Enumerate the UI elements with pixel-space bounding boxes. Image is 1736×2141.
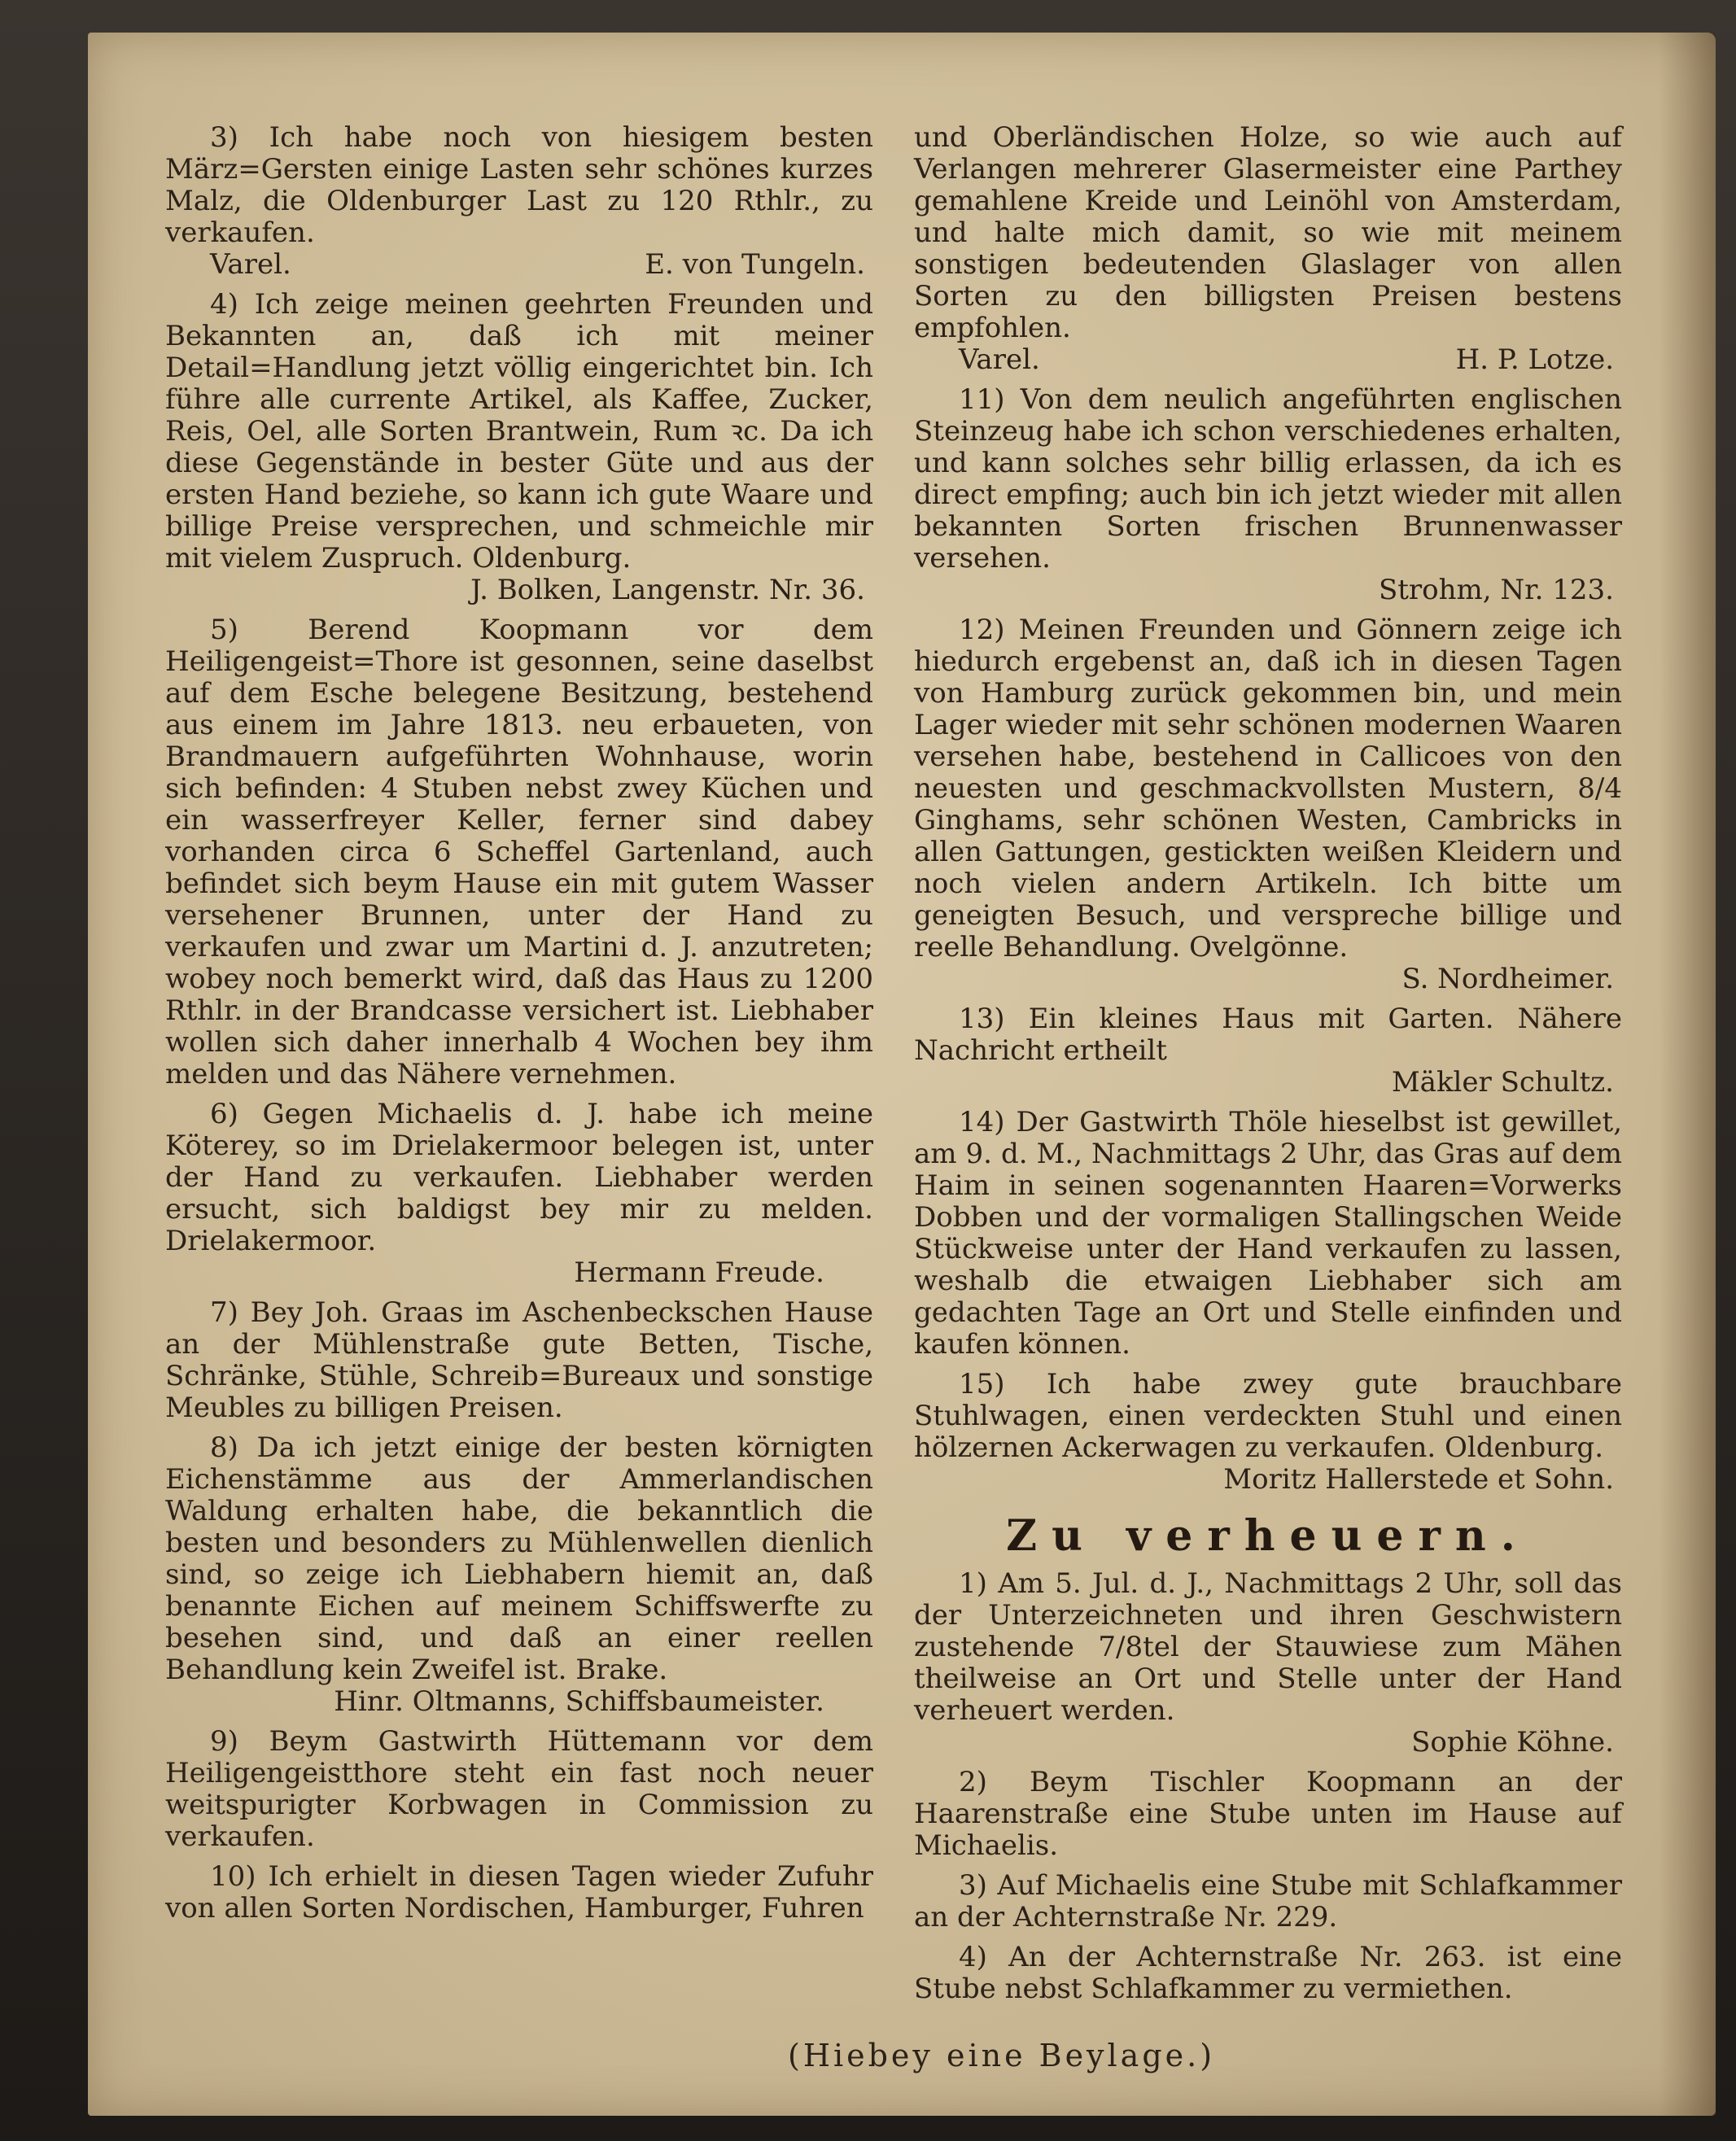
ad-signature: Strohm, Nr. 123. [1378, 574, 1614, 606]
ad-signature-line [165, 1686, 873, 1718]
ad-text: 15) Ich habe zwey gute brauchbare Stuhlwagen, einen verdeckten Stuhl und einen hölzernen Ackerwagen zu verkaufen. Oldenburg. [914, 1368, 1622, 1464]
page-edge-shadow [1659, 33, 1716, 2116]
ad-signature: Mäkler Schultz. [1391, 1066, 1614, 1099]
left-column [165, 122, 873, 1933]
right-column [914, 122, 1622, 2013]
ad-text: 3) Ich habe noch von hiesigem besten März=Gersten einige Lasten sehr schönes kurzes Malz, die Oldenburger Last zu 120 Rthlr., zu verkaufen. [165, 121, 873, 249]
ad-place: Varel. [959, 343, 1040, 376]
ad-signature: Hermann Freude. [574, 1256, 824, 1289]
ad-15 [914, 1369, 1622, 1496]
footer-note: (Hiebey eine Beylage.) [788, 2038, 1216, 2073]
ad-text: 13) Ein kleines Haus mit Garten. Nähere Nachricht ertheilt [914, 1003, 1622, 1067]
ad-8 [165, 1432, 873, 1718]
ad-11 [914, 384, 1622, 606]
rent-ad-3 [914, 1870, 1622, 1933]
ad-signature: E. von Tungeln. [645, 248, 865, 281]
ad-text: 8) Da ich jetzt einige der besten körnigten Eichenstämme aus der Ammerlandischen Waldung erhalten habe, die bekanntlich die besten und besonders zu Mühlenwellen dienlich sind, so zeige ich Liebhabern hiemit an, daß benannte Eichen auf meinem Schiffswerfte zu besehen sind, und daß an einer reellen Behandlung kein Zweifel ist. Brake. [165, 1431, 873, 1686]
ad-text: 2) Beym Tischler Koopmann an der Haarenstraße eine Stube unten im Hause auf Michaelis. [914, 1766, 1622, 1862]
ad-text: 10) Ich erhielt in diesen Tagen wieder Zufuhr von allen Sorten Nordischen, Hamburger, Fuhren [165, 1860, 873, 1925]
newspaper-page [88, 33, 1716, 2116]
ad-text: 11) Von dem neulich angeführten englischen Steinzeug habe ich schon verschiedenes erhalten, und kann solches sehr billig erlassen, da ich es direct empfing; auch bin ich jetzt wieder mit allen bekannten Sorten frischen Brunnenwasser versehen. [914, 383, 1622, 575]
ad-text: 14) Der Gastwirth Thöle hieselbst ist gewillet, am 9. d. M., Nachmittags 2 Uhr, das Gras auf dem Haim in seinen sogenannten Haaren=Vorwerks Dobben und der vormaligen Stallingschen Weide Stückweise unter der Hand verkaufen zu lassen, weshalb die etwaigen Liebhaber sich am gedachten Tage an Ort und Stelle einfinden und kaufen können. [914, 1106, 1622, 1361]
rent-ad-1 [914, 1568, 1622, 1759]
ad-signature: H. P. Lotze. [1455, 343, 1614, 376]
ad-text: 4) An der Achternstraße Nr. 263. ist eine Stube nebst Schlafkammer zu vermiethen. [914, 1941, 1622, 2005]
ad-signature-line [914, 1464, 1622, 1496]
ad-4 [165, 289, 873, 606]
rent-ad-4 [914, 1942, 1622, 2005]
ad-3 [165, 122, 873, 281]
ad-signature-line [914, 1727, 1622, 1759]
ad-text: 6) Gegen Michaelis d. J. habe ich meine Köterey, so im Drielakermoor belegen ist, unter der Hand zu verkaufen. Liebhaber werden ersucht, sich baldigst bey mir zu melden. Drielakermoor. [165, 1098, 873, 1257]
ad-text: 4) Ich zeige meinen geehrten Freunden und Bekannten an, daß ich mit meiner Detail=Handlung jetzt völlig eingerichtet bin. Ich führe alle currente Artikel, als Kaffee, Zucker, Reis, Oel, alle Sorten Brantwein, Rum ꝛc. Da ich diese Gegenstände in bester Güte und aus der ersten Hand beziehe, so kann ich gute Waare und billige Preise versprechen, und schmeichle mir mit vielem Zuspruch. Oldenburg. [165, 288, 873, 575]
ad-7 [165, 1297, 873, 1424]
ad-10-continued [914, 122, 1622, 376]
ad-text: 9) Beym Gastwirth Hüttemann vor dem Heiligengeistthore steht ein fast noch neuer weitspurigter Korbwagen in Commission zu verkaufen. [165, 1725, 873, 1853]
ad-text: 12) Meinen Freunden und Gönnern zeige ich hiedurch ergebenst an, daß ich in diesen Tagen von Hamburg zurück gekommen bin, und mein Lager wieder mit sehr schönen modernen Waaren versehen habe, bestehend in Callicoes von den neuesten und geschmackvollsten Mustern, 8/4 Ginghams, sehr schönen Westen, Cambricks in allen Gattungen, gestickten weißen Kleidern und noch vielen andern Artikeln. Ich bitte um geneigten Besuch, und verspreche billige und reelle Behandlung. Ovelgönne. [914, 614, 1622, 963]
ad-9 [165, 1726, 873, 1853]
ad-signature: J. Bolken, Langenstr. Nr. 36. [470, 574, 865, 606]
ad-signature-line [165, 575, 873, 606]
ad-text: 3) Auf Michaelis eine Stube mit Schlafkammer an der Achternstraße Nr. 229. [914, 1869, 1622, 1933]
ad-6 [165, 1099, 873, 1289]
ad-signature-line [914, 344, 1622, 376]
ad-signature: Moritz Hallerstede et Sohn. [1223, 1463, 1614, 1496]
ad-signature-line [165, 1257, 873, 1289]
ad-signature: Hinr. Oltmanns, Schiffsbaumeister. [334, 1685, 824, 1718]
ad-text: und Oberländischen Holze, so wie auch auf Verlangen mehrerer Glasermeister eine Parthey gemahlene Kreide und Leinöhl von Amsterdam, und halte mich damit, so wie mit meinem sonstigen bedeutenden Glaslager von allen Sorten zu den billigsten Preisen bestens empfohlen. [914, 121, 1622, 344]
ad-13 [914, 1003, 1622, 1099]
rent-ad-2 [914, 1767, 1622, 1862]
section-heading-zu-verheuern: Zu verheuern. [1006, 1511, 1530, 1561]
ad-14 [914, 1107, 1622, 1361]
ad-10 [165, 1861, 873, 1925]
ad-12 [914, 614, 1622, 995]
ad-text: 5) Berend Koopmann vor dem Heiligengeist=Thore ist gesonnen, seine daselbst auf dem Esche belegene Besitzung, bestehend aus einem im Jahre 1813. neu erbaueten, von Brandmauern aufgeführten Wohnhause, worin sich befinden: 4 Stuben nebst zwey Küchen und ein wasserfreyer Keller, ferner sind dabey vorhanden circa 6 Scheffel Gartenland, auch befindet sich beym Hause ein mit gutem Wasser versehener Brunnen, unter der Hand zu verkaufen und zwar um Martini d. J. anzutreten; wobey noch bemerkt wird, daß das Haus zu 1200 Rthlr. in der Brandcasse versichert ist. Liebhaber wollen sich daher innerhalb 4 Wochen bey ihm melden und das Nähere vernehmen. [165, 614, 873, 1090]
ad-text: 7) Bey Joh. Graas im Aschenbeckschen Hause an der Mühlenstraße gute Betten, Tische, Schränke, Stühle, Schreib=Bureaux und sonstige Meubles zu billigen Preisen. [165, 1296, 873, 1424]
ad-text: 1) Am 5. Jul. d. J., Nachmittags 2 Uhr, soll das der Unterzeichneten und ihren Geschwistern zustehende 7/8tel der Stauwiese zum Mähen theilweise an Ort und Stelle unter der Hand verheuert werden. [914, 1567, 1622, 1727]
ad-5 [165, 614, 873, 1090]
ad-signature-line [165, 249, 873, 281]
ad-signature-line [914, 1067, 1622, 1099]
ad-place: Varel. [210, 248, 291, 281]
ad-signature-line [914, 963, 1622, 995]
ad-signature-line [914, 575, 1622, 606]
ad-signature: S. Nordheimer. [1401, 963, 1614, 995]
ad-signature: Sophie Köhne. [1411, 1726, 1614, 1759]
